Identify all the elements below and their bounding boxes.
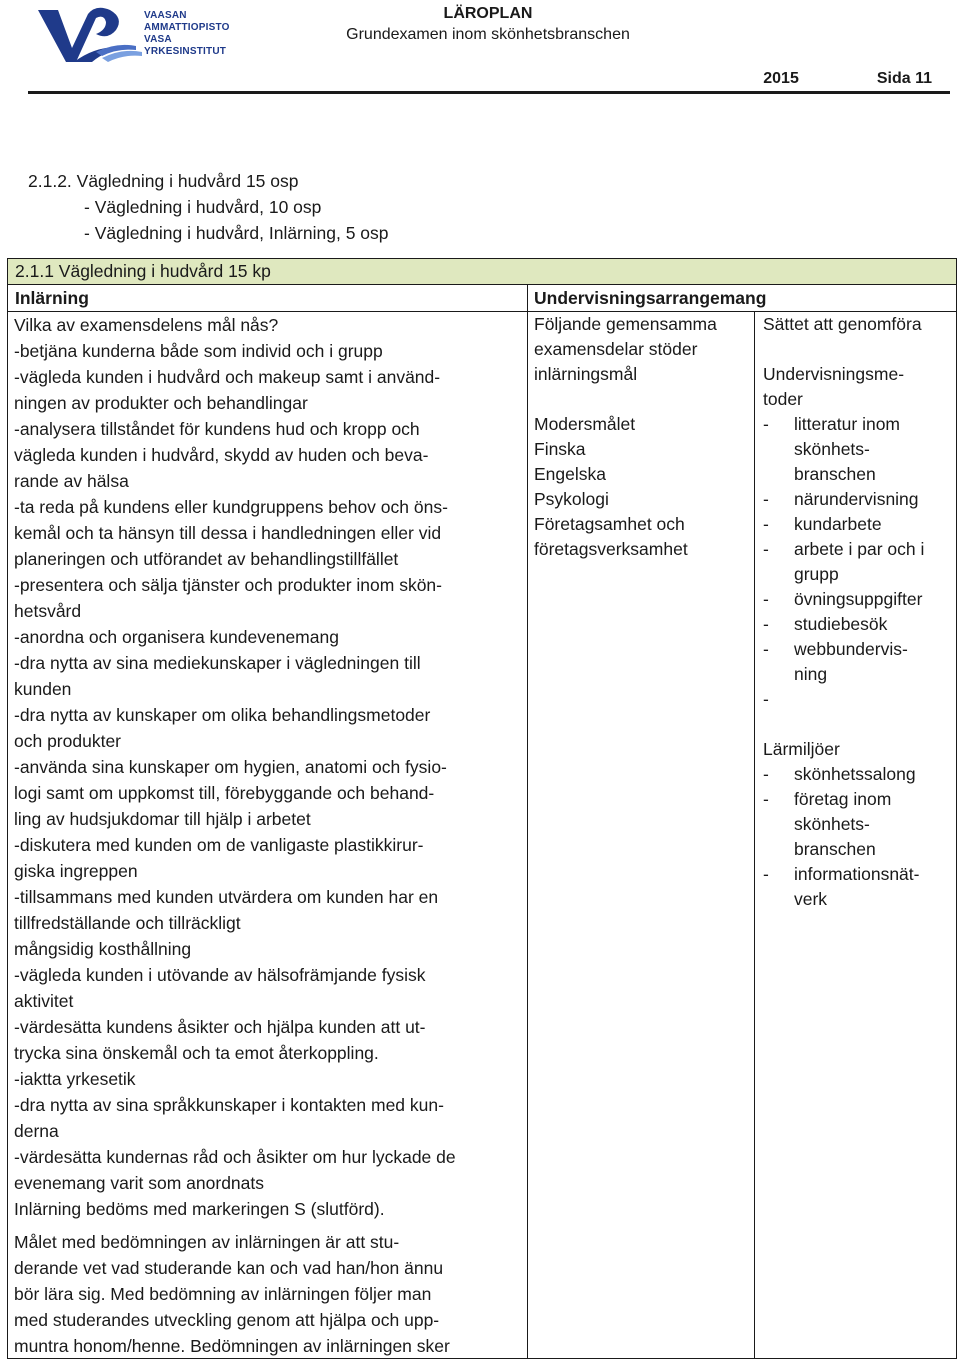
- year-page-line: [763, 70, 932, 88]
- learning-column-header: Inlärning: [15, 288, 89, 308]
- learning-goal-line: -dra nytta av sina mediekunskaper i vägledningen till: [14, 653, 421, 673]
- method-item-text: - studiebesök: [794, 614, 888, 634]
- learning-goal-line: -ta reda på kundens eller kundgruppens behov och öns-: [14, 497, 448, 517]
- method-item: [763, 687, 953, 712]
- method-item: [763, 612, 953, 637]
- column-divider: [754, 311, 755, 1358]
- learning-goal-line: tillfredställande och tillräckligt: [14, 913, 241, 933]
- learning-goal-line: logi samt om uppkomst till, förebyggande och behand-: [14, 783, 435, 803]
- common-part-item: Engelska: [534, 464, 606, 484]
- assessment-line: bör lära sig. Med bedömning av inlärningen följer man: [14, 1284, 432, 1304]
- learning-goal-line: planeringen och utförandet av behandlingstillfället: [14, 549, 399, 569]
- learning-goal-line: hetsvård: [14, 601, 82, 621]
- logo-line-2: VASA YRKESINSTITUT: [144, 34, 227, 57]
- learning-goal-line: mångsidig kosthållning: [14, 939, 192, 959]
- learning-goal-line: rande av hälsa: [14, 471, 129, 491]
- learning-goal-line: -presentera och sälja tjänster och produkter inom skön-: [14, 575, 442, 595]
- common-parts-intro-line: examensdelar stöder: [534, 339, 698, 359]
- methods-list: [763, 412, 953, 712]
- document-subtitle: Grundexamen inom skönhetsbranschen: [346, 26, 630, 43]
- learning-goal-line: kunden: [14, 679, 72, 699]
- learning-goal-line: -anordna och organisera kundevenemang: [14, 627, 339, 647]
- method-item-text: [794, 687, 953, 712]
- methods-label: [763, 362, 953, 412]
- method-item-text: - närundervisning: [794, 489, 919, 509]
- arrangements-column-header: Undervisningsarrangemang: [534, 288, 767, 308]
- learning-goal-line: -analysera tillståndet för kundens hud och kropp och: [14, 419, 420, 439]
- method-item-text: ning: [794, 664, 828, 684]
- implementation-method-cell: [763, 312, 953, 912]
- environments-list: [763, 762, 953, 912]
- assessment-paragraph: [14, 1229, 519, 1359]
- table-header-row: [8, 285, 956, 312]
- environment-item-text: - skönhetssalong: [794, 764, 916, 784]
- learning-goal-line: vägleda kunden i hudvård, skydd av huden och beva-: [14, 445, 429, 465]
- learning-goal-line: -betjäna kunderna både som individ och i grupp: [14, 341, 383, 361]
- learning-goal-line: -diskutera med kunden om de vanligaste plastikkirur-: [14, 835, 424, 855]
- learning-goal-line: -värdesätta kundens åsikter och hjälpa kunden att ut-: [14, 1017, 426, 1037]
- method-item: [763, 512, 953, 537]
- common-exam-parts-cell: [534, 312, 744, 562]
- learning-goal-line: kemål och ta hänsyn till dessa i handledningen eller vid: [14, 523, 442, 543]
- learning-cell: [14, 312, 519, 1359]
- document-year: 2015: [763, 70, 799, 87]
- method-item-text: skönhets-: [794, 439, 870, 459]
- common-parts-intro: [534, 312, 744, 387]
- common-part-item: Företagsamhet och: [534, 514, 685, 534]
- logo-line-1: VAASAN AMMATTIOPISTO: [144, 10, 230, 33]
- common-part-item: företagsverksamhet: [534, 539, 688, 559]
- table-title-row: 2.1.1 Vägledning i hudvård 15 kp: [8, 259, 956, 285]
- logo-text: [144, 10, 256, 58]
- section-title: 2.1.2. Vägledning i hudvård 15 osp: [28, 171, 299, 191]
- environment-item-text: - företag inom: [794, 789, 892, 809]
- learning-goal-line: -iaktta yrkesetik: [14, 1069, 136, 1089]
- common-part-item: Finska: [534, 439, 586, 459]
- method-item: [763, 487, 953, 512]
- learning-goal-line: -vägleda kunden i hudvård och makeup samt i använd-: [14, 367, 441, 387]
- method-item-text: - webbundervis-: [794, 639, 908, 659]
- method-item-text: - arbete i par och i: [794, 539, 925, 559]
- method-item-text: - kundarbete: [794, 514, 882, 534]
- section-subitem-2: - Vägledning i hudvård, Inlärning, 5 osp: [84, 223, 389, 243]
- learning-goals-list: [14, 312, 519, 1196]
- methods-label-line: toder: [763, 389, 803, 409]
- method-item-text: grupp: [794, 564, 839, 584]
- assessment-line: med studerandes utveckling genom att hjälpa och upp-: [14, 1310, 440, 1330]
- learning-goal-line: evenemang varit som anordnats: [14, 1173, 264, 1193]
- common-parts-list: [534, 412, 744, 562]
- assessment-line: muntra honom/henne. Bedömningen av inlärningen sker: [14, 1336, 450, 1356]
- page-number: Sida 11: [876, 70, 932, 87]
- learning-goal-line: ling av hudsjukdomar till hjälp i arbetet: [14, 809, 311, 829]
- environment-item-text: skönhets-: [794, 814, 870, 834]
- method-item-text: branschen: [794, 464, 876, 484]
- method-item: [763, 637, 953, 687]
- assessment-line: derande vet vad studerande kan och vad han/hon ännu: [14, 1258, 444, 1278]
- method-item-text: - litteratur inom: [794, 414, 901, 434]
- method-item-text: - övningsuppgifter: [794, 589, 923, 609]
- method-item: [763, 412, 953, 487]
- learning-goal-line: och produkter: [14, 731, 122, 751]
- assessment-line: Målet med bedömningen av inlärningen är att stu-: [14, 1232, 400, 1252]
- environment-item-text: verk: [794, 889, 828, 909]
- learning-goal-line: -värdesätta kundernas råd och åsikter om hur lyckade de: [14, 1147, 456, 1167]
- common-part-item: Modersmålet: [534, 414, 636, 434]
- method-heading: Sättet att genomföra: [763, 314, 922, 334]
- learning-goal-line: ningen av produkter och behandlingar: [14, 393, 308, 413]
- method-item: [763, 537, 953, 587]
- document-title: LÄROPLAN: [443, 5, 533, 22]
- learning-goal-line: Vilka av examensdelens mål nås?: [14, 315, 279, 335]
- learning-goal-line: trycka sina önskemål och ta emot återkoppling.: [14, 1043, 379, 1063]
- learning-goal-line: -dra nytta av kunskaper om olika behandlingsmetoder: [14, 705, 431, 725]
- environment-item: [763, 762, 953, 787]
- methods-label-line: Undervisningsme-: [763, 364, 905, 384]
- learning-goal-line: -tillsammans med kunden utvärdera om kunden har en: [14, 887, 439, 907]
- section-heading: [28, 168, 389, 246]
- environment-item: [763, 787, 953, 862]
- curriculum-table: [7, 258, 957, 1359]
- environments-label: Lärmiljöer: [763, 739, 840, 759]
- learning-goal-line: derna: [14, 1121, 59, 1141]
- learning-goal-line: -dra nytta av sina språkkunskaper i kontakten med kun-: [14, 1095, 444, 1115]
- environment-item-text: - informationsnät-: [794, 864, 920, 884]
- environment-item: [763, 862, 953, 912]
- common-parts-intro-line: inlärningsmål: [534, 364, 638, 384]
- learning-goal-line: aktivitet: [14, 991, 74, 1011]
- learning-goal-line: -vägleda kunden i utövande av hälsofrämjande fysisk: [14, 965, 426, 985]
- section-subitem-1: - Vägledning i hudvård, 10 osp: [84, 197, 322, 217]
- header-divider: [28, 91, 950, 94]
- learning-goal-line: giska ingreppen: [14, 861, 138, 881]
- school-logo: [36, 4, 256, 64]
- document-header: [343, 4, 633, 46]
- assessment-note: Inlärning bedöms med markeringen S (slutförd).: [14, 1199, 385, 1219]
- learning-goal-line: -använda sina kunskaper om hygien, anatomi och fysio-: [14, 757, 447, 777]
- common-part-item: Psykologi: [534, 489, 609, 509]
- common-parts-intro-line: Följande gemensamma: [534, 314, 717, 334]
- environment-item-text: branschen: [794, 839, 876, 859]
- method-item: [763, 587, 953, 612]
- column-divider: [527, 285, 528, 1358]
